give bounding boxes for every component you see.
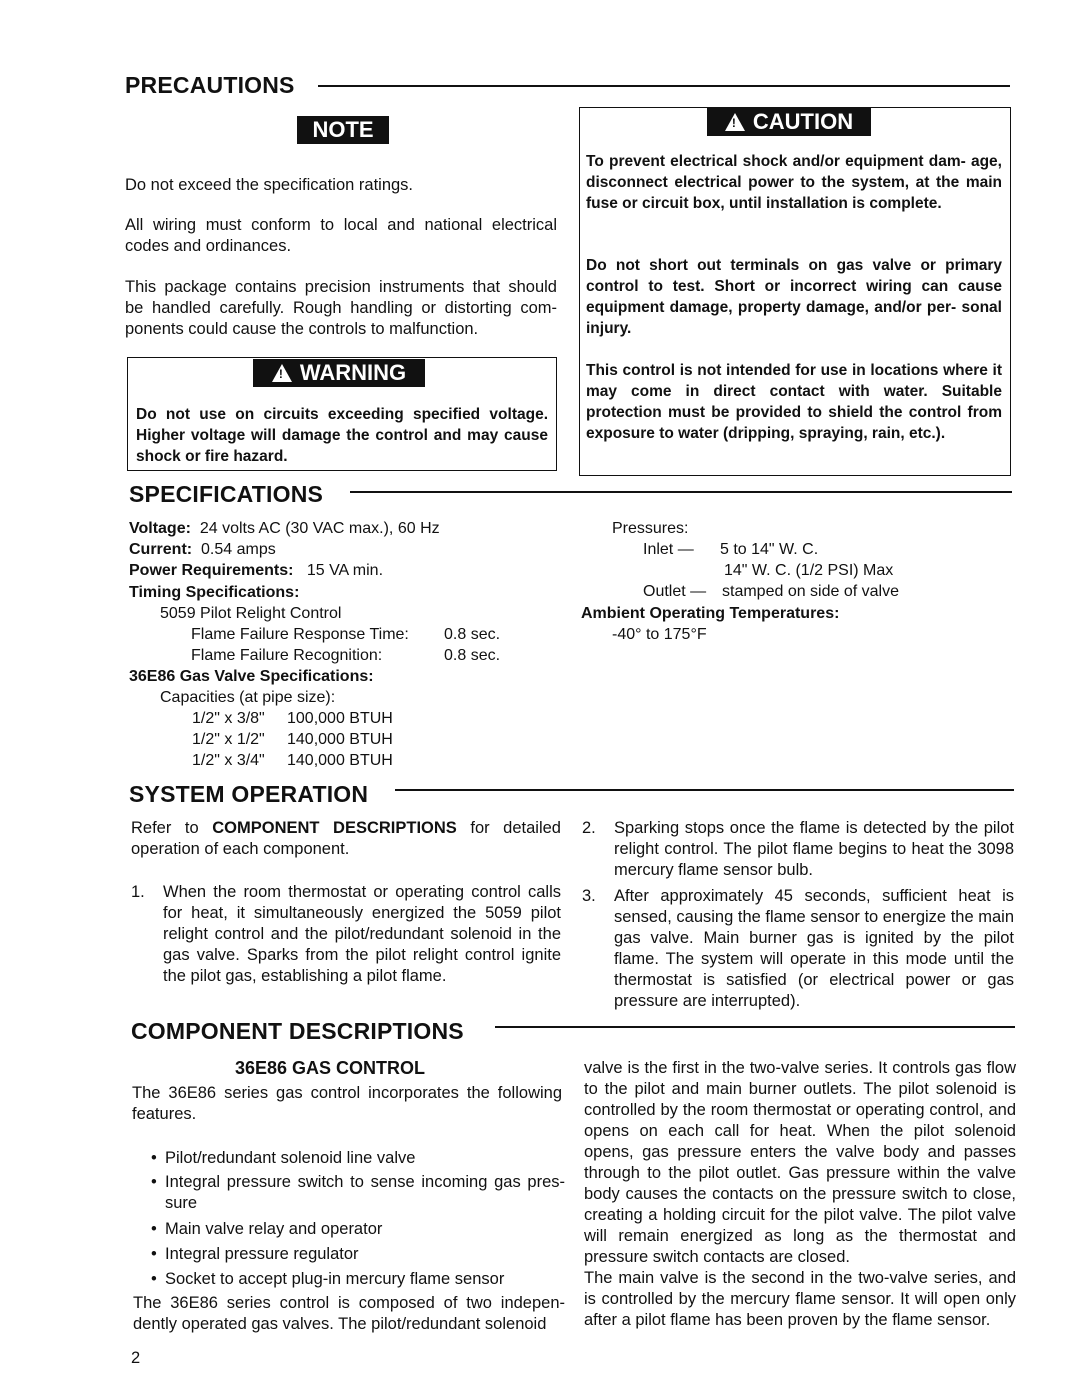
precautions-heading: PRECAUTIONS (125, 72, 295, 98)
ffrt-value: 0.8 sec. (444, 626, 501, 643)
step-2-text: Sparking stops once the flame is detected by the pilot relight control. The pilot flame begins to heat the 3098 mercury flame sensor bulb. (614, 819, 1014, 879)
precautions-rule (318, 85, 1010, 87)
power-value: 15 VA min. (306, 562, 384, 579)
current-line (129, 539, 276, 560)
step-1-text: When the room thermostat or operating control calls for heat, it simultaneously energized the 5059 pilot relight control and the pilot/redundant solenoid in the gas valve. Sparks from the pilot relight control ignite the pilot gas, establishing a pilot flame. (163, 883, 561, 985)
inlet-value-2: 14" W. C. (1/2 PSI) Max (724, 562, 894, 579)
step-3-number: 3. (582, 887, 596, 905)
step-1-number: 1. (131, 883, 145, 901)
capacity-size-2: 1/2" x 1/2" (192, 731, 265, 748)
system-operation-rule (395, 789, 1014, 791)
pressures-label: Pressures: (612, 520, 689, 537)
warning-label-box (253, 359, 425, 387)
caution-triangle-icon: ! (725, 113, 745, 131)
capacity-size-3: 1/2" x 3/4" (192, 752, 265, 769)
intro-bold: COMPONENT DESCRIPTIONS (212, 819, 457, 837)
intro-pre: Refer to (131, 819, 199, 837)
specifications-heading: SPECIFICATIONS (129, 481, 324, 507)
component-descriptions-heading: COMPONENT DESCRIPTIONS (131, 1018, 464, 1044)
ffrt-label: Flame Failure Response Time: (191, 626, 409, 643)
voltage-line (129, 518, 440, 539)
feature-item-2: • Integral pressure switch to sense incoming gas pres- sure (165, 1172, 565, 1214)
capacity-btuh-3: 140,000 BTUH (287, 752, 393, 769)
inlet-label: Inlet — (643, 541, 694, 558)
ffr-label: Flame Failure Recognition: (191, 647, 383, 664)
specifications-rule (350, 491, 1012, 493)
note-label: NOTE (297, 116, 389, 144)
ambient-value: -40° to 175°F (612, 626, 707, 643)
outlet-label: Outlet — (643, 583, 707, 600)
capacity-btuh-1: 100,000 BTUH (287, 710, 393, 727)
current-label: Current: (129, 541, 193, 558)
ambient-label: Ambient Operating Temperatures: (581, 605, 840, 622)
component-paragraph-right-1: valve is the first in the two-valve series. It controls gas flow to the pilot and main burner outlets. The pilot solenoid is controlled by the room thermostat or operating control, and opens on each call for heat. When the pilot solenoid opens, gas pressure enters the valve body and passes through to the pilot outlet. Gas pressure within the valve body causes the contacts on the pressure switch to close, creating a holding circuit for the pilot valve. The pilot valve will remain energized as long as the thermostat and pressure switch contacts are closed. (584, 1059, 1016, 1266)
capacity-btuh-2: 140,000 BTUH (287, 731, 393, 748)
current-value: 0.54 amps (201, 541, 276, 558)
note-3: This package contains precision instruments that should be handled carefully. Rough handling or distorting com- ponents could cause the controls to malfunction. (125, 278, 557, 338)
system-operation-heading: SYSTEM OPERATION (129, 781, 369, 807)
timing-control: 5059 Pilot Relight Control (160, 605, 342, 622)
caution-paragraph-3: This control is not intended for use in locations where it may come in direct contact with water. Suitable protection must be provided to shield the control from exposure to water (dripping, spraying, rain, etc.). (586, 362, 1002, 442)
warning-triangle-icon: ! (272, 364, 292, 382)
warning-label: WARNING (299, 360, 407, 385)
note-2: All wiring must conform to local and national electrical codes and ordinances. (125, 216, 557, 255)
ffr-value: 0.8 sec. (444, 647, 501, 664)
warning-text: Do not use on circuits exceeding specified voltage. Higher voltage will damage the control and may cause shock or fire hazard. (136, 406, 548, 465)
outlet-value: stamped on side of valve (722, 583, 899, 600)
timing-label: Timing Specifications: (129, 584, 300, 601)
component-paragraph-left: The 36E86 series control is composed of two indepen- dently operated gas valves. The pilot/redundant solenoid (133, 1294, 565, 1333)
feature-item-4: • Integral pressure regulator (165, 1244, 561, 1265)
gas-control-intro: The 36E86 series gas control incorporates the following features. (132, 1084, 562, 1123)
gas-control-subheading: 36E86 GAS CONTROL (235, 1058, 426, 1078)
intro-post: for detailed operation of each component. (131, 819, 561, 858)
page-number: 2 (131, 1349, 141, 1367)
capacity-size-1: 1/2" x 3/8" (192, 710, 265, 727)
caution-label-box (707, 108, 871, 136)
component-paragraph-right-2: The main valve is the second in the two-valve series, and is controlled by the mercury flame sensor. It will open only after a pilot flame has been proven by the flame sensor. (584, 1269, 1016, 1329)
caution-label: CAUTION (752, 109, 854, 134)
power-line (129, 560, 383, 581)
voltage-value: 24 volts AC (30 VAC max.), 60 Hz (199, 520, 440, 537)
feature-item-5: • Socket to accept plug-in mercury flame sensor (165, 1269, 561, 1290)
inlet-value-1: 5 to 14" W. C. (720, 541, 819, 558)
power-label: Power Requirements: (129, 562, 294, 579)
caution-paragraph-1: To prevent electrical shock and/or equipment dam- age, disconnect electrical power to the system, at the main fuse or circuit box, until installation is complete. (586, 153, 1002, 212)
step-3-text: After approximately 45 seconds, sufficient heat is sensed, causing the flame sensor to energize the main gas valve. Main burner gas is ignited by the pilot flame. The system will operate in this mode until the thermostat is satisfied (or electrical power or gas pressure are interrupted). (614, 887, 1014, 1010)
gasvalve-label: 36E86 Gas Valve Specifications: (129, 668, 374, 685)
caution-paragraph-2: Do not short out terminals on gas valve or primary control to test. Short or incorrect wiring can cause equipment damage, property damage, and/or per- sonal injury. (586, 257, 1002, 337)
voltage-label: Voltage: (129, 520, 191, 537)
system-operation-intro (131, 818, 561, 860)
note-1: Do not exceed the specification ratings. (125, 176, 414, 194)
step-2-number: 2. (582, 819, 596, 837)
component-descriptions-rule (495, 1026, 1015, 1028)
capacities-label: Capacities (at pipe size): (160, 689, 336, 706)
feature-item-1: • Pilot/redundant solenoid line valve (165, 1148, 561, 1169)
feature-item-3: • Main valve relay and operator (165, 1219, 561, 1240)
